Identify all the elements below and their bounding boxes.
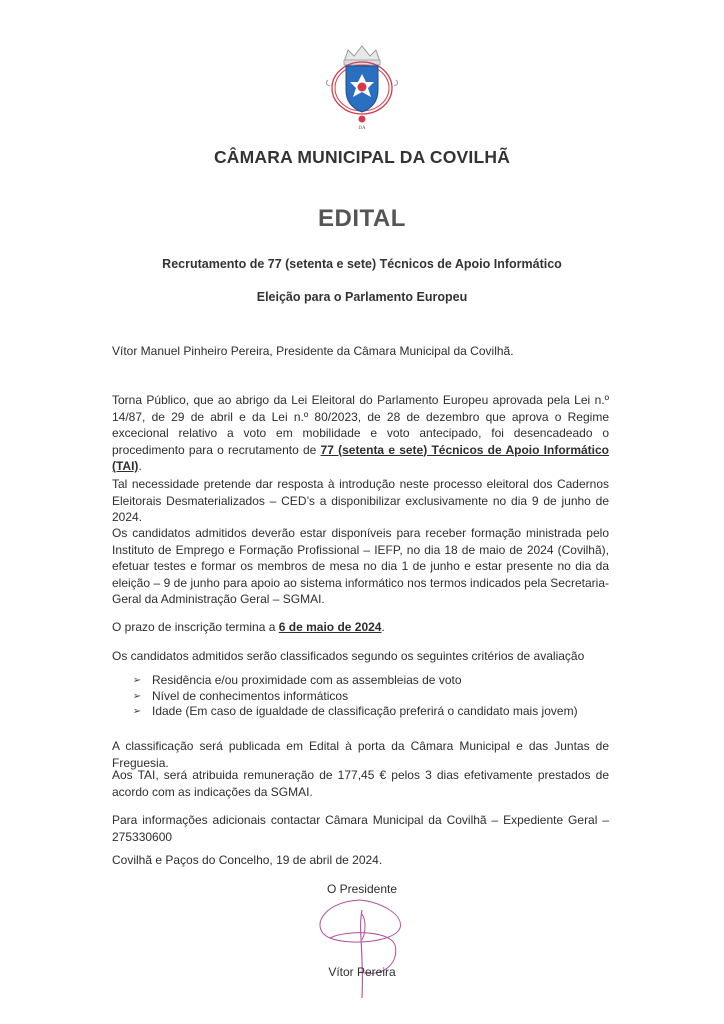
announcement-end: . — [138, 459, 142, 473]
organization-title: CÂMARA MUNICIPAL DA COVILHÃ — [213, 147, 511, 167]
deadline-text: O prazo de inscrição termina a — [112, 620, 279, 634]
criteria-item-text: Idade (Em caso de igualdade de classificação preferirá o candidato mais jovem) — [152, 704, 578, 718]
publication-text: A classificação será publicada em Edital à porta da Câmara Municipal e das Juntas de Freguesia. — [112, 739, 609, 770]
list-item — [112, 673, 612, 689]
remuneration-text: Aos TAI, será atribuida remuneração de 177,45 € pelos 3 dias efetivamente prestados de acordo com as indicações da SGMAI. — [112, 768, 609, 799]
paragraph-contact — [112, 812, 609, 845]
announcement-text: Torna Público, que ao abrigo da Lei Eleitoral do Parlamento Europeu aprovada pela Lei n.º 14/87, de 29 de abril e da Lei n.º 80/2023, de 28 de dezembro que aprova o Regime excecional relativo a voto em mobilidade e voto antecipado, foi desencadeado o procedimento para o recrutamento de — [112, 393, 609, 457]
paragraph-availability — [112, 525, 609, 608]
contact-text: Para informações adicionais contactar Câmara Municipal da Covilhã – Expediente Geral – 275330600 — [112, 813, 609, 844]
criteria-list — [112, 673, 612, 720]
paragraph-deadline — [112, 619, 609, 636]
place-date — [112, 852, 609, 869]
paragraph-remuneration — [112, 767, 609, 800]
list-item — [112, 689, 612, 705]
paragraph-purpose — [112, 476, 609, 526]
signatory-name: Vítor Pereira — [328, 965, 396, 979]
subtitle-election: Eleição para o Parlamento Europeu — [256, 290, 468, 304]
arrow-bullet-icon: ➢ — [132, 690, 142, 702]
criteria-item-text: Nível de conhecimentos informáticos — [152, 688, 349, 703]
coat-of-arms-icon — [320, 40, 404, 130]
criteria-item-text: Residência e/ou proximidade com as assembleias de voto — [152, 673, 462, 687]
announcement-emphasis: 77 (setenta e sete) Técnicos de Apoio Informático (TAI) — [112, 442, 609, 473]
subtitle-recruitment: Recrutamento de 77 (setenta e sete) Técnicos de Apoio Informático — [162, 257, 562, 271]
author-line-text: Vítor Manuel Pinheiro Pereira, Presidente da Câmara Municipal da Covilhã. — [112, 344, 514, 358]
criteria-intro — [112, 648, 609, 665]
handwritten-signature-icon — [300, 890, 430, 1000]
purpose-text: Tal necessidade pretende dar resposta à introdução neste processo eleitoral dos Cadernos Eleitorais Desmaterializados – CED’s a disponibilizar exclusivamente no dia 9 de junho de 2024. — [112, 477, 609, 524]
arrow-bullet-icon: ➢ — [132, 706, 142, 717]
list-item — [112, 704, 612, 720]
signature-title: O Presidente — [326, 882, 398, 896]
place-date-text: Covilhã e Paços do Concelho, 19 de abril de 2024. — [112, 853, 383, 867]
deadline-date: 6 de maio de 2024 — [278, 620, 382, 634]
paragraph-announcement — [112, 392, 609, 475]
svg-text:DA: DA — [358, 126, 366, 130]
criteria-intro-text: Os candidatos admitidos serão classificados segundo os seguintes critérios de avaliação — [112, 649, 585, 663]
author-line — [112, 343, 609, 360]
document-type-title: EDITAL — [318, 205, 406, 232]
arrow-bullet-icon: ➢ — [132, 675, 142, 686]
deadline-end: . — [381, 620, 385, 634]
availability-text: Os candidatos admitidos deverão estar disponíveis para receber formação ministrada pelo Instituto de Emprego e Formação Profissional – IEFP, no dia 18 de maio de 2024 (Covilhã), efetuar testes e formar os membros de mesa no dia 1 de junho e estar presente no dia da eleição – 9 de junho para apoio ao sistema informático nos termos indicados pela Secretaria-Geral da Administração Geral – SGMAI. — [112, 526, 609, 606]
